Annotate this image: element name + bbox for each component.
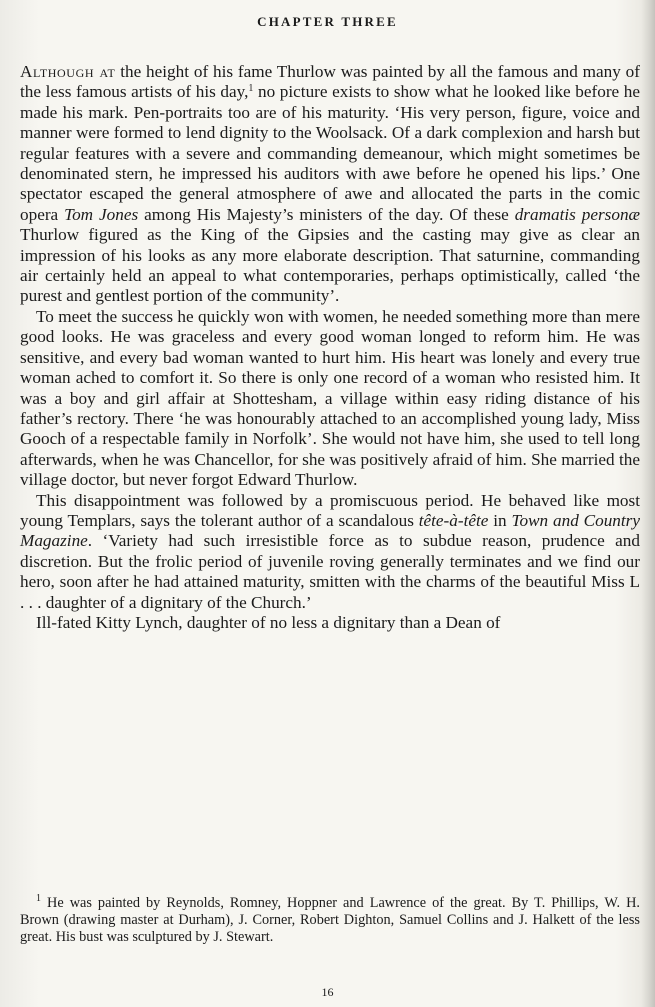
- italic-dramatis-personae: dramatis personæ: [514, 204, 641, 224]
- footnote-text: He was painted by Reynolds, Romney, Hoppner and Lawrence of the great. By T. Phillips, W. H. Brown (drawing master at Durham), J. Corner, Robert Dighton, Samuel Collins and J. Halkett of the less great. His bust was sculptured by J. Stewart.: [20, 895, 640, 946]
- paragraph-3-text-c: . ‘Variety had such irresistible force as to subdue reason, prudence and discretion. But the frolic period of juvenile roving generally terminates and we find our hero, soon after he had attained maturity, smitten with the charms of the beautiful Miss L . . . daughter of a dignitary of the Church.’: [20, 531, 640, 612]
- footnote: [20, 895, 640, 947]
- paragraph-3-text-b: in: [488, 510, 512, 530]
- page-number: 16: [321, 985, 334, 999]
- page-edge-shadow: [641, 0, 655, 1007]
- paragraph-1-text-a: the height of his fame Thurlow was painted by all the famous and many of the less famous artists of his day,: [20, 62, 640, 102]
- italic-tete-a-tete: tête-à-tête: [418, 510, 489, 530]
- paragraph-3-text-a: This disappointment was followed by a promiscuous period. He behaved like most young Templars, says the tolerant author of a scandalous: [20, 490, 640, 530]
- paragraph-4: Ill-fated Kitty Lynch, daughter of no less a dignitary than a Dean of: [36, 612, 501, 632]
- paragraph-1: [20, 62, 640, 307]
- footnote-reference: 1: [248, 83, 254, 95]
- chapter-heading: CHAPTER THREE: [257, 14, 398, 29]
- paragraph-3: [20, 491, 640, 613]
- paragraph-2: To meet the success he quickly won with women, he needed something more than mere good looks. He was graceless and every good woman longed to reform him. He was sensitive, and every bad woman wanted to hurt him. His heart was lonely and every true woman ached to comfort it. So there is only one record of a woman who resisted him. It was a boy and girl affair at Shottesham, a village within easy riding distance of his father’s rectory. There ‘he was honourably attached to an accomplished young lady, Miss Gooch of a respectable family in Norfolk’. She would not have him, she used to tell long afterwards, when he was Chancellor, for she was positively afraid of him. She married the village doctor, but never forgot Edward Thurlow.: [20, 306, 640, 490]
- paragraph-1-text-d: Thurlow figured as the King of the Gipsies and the casting may give as clear an impression of his looks as any more elaborate description. That saturnine, commanding air certainly held an appeal to what contemporaries, perhaps optimistically, called ‘the purest and gentlest portion of the community’.: [20, 225, 640, 306]
- italic-magazine-title: Town and Country Magazine: [20, 510, 640, 551]
- body-text: [20, 62, 640, 633]
- italic-title-tom-jones: Tom Jones: [64, 204, 139, 224]
- opening-words: Although at: [20, 62, 116, 81]
- paragraph-1-text-b: no picture exists to show what he looked like before he made his mark. Pen-portraits too are of his maturity. ‘His very person, figure, voice and manner were formed to lend dignity to the Woolsack. Of a dark complexion and harsh but regular features with a severe and commanding demeanour, which might sometimes be denominated stern, he impressed his auditors with awe before he opened his lips.’ One spectator escaped the general atmosphere of awe and allocated the parts in the comic opera: [20, 82, 641, 224]
- paragraph-1-text-c: among His Majesty’s ministers of the day. Of these: [138, 204, 515, 224]
- footnote-marker: 1: [36, 893, 41, 904]
